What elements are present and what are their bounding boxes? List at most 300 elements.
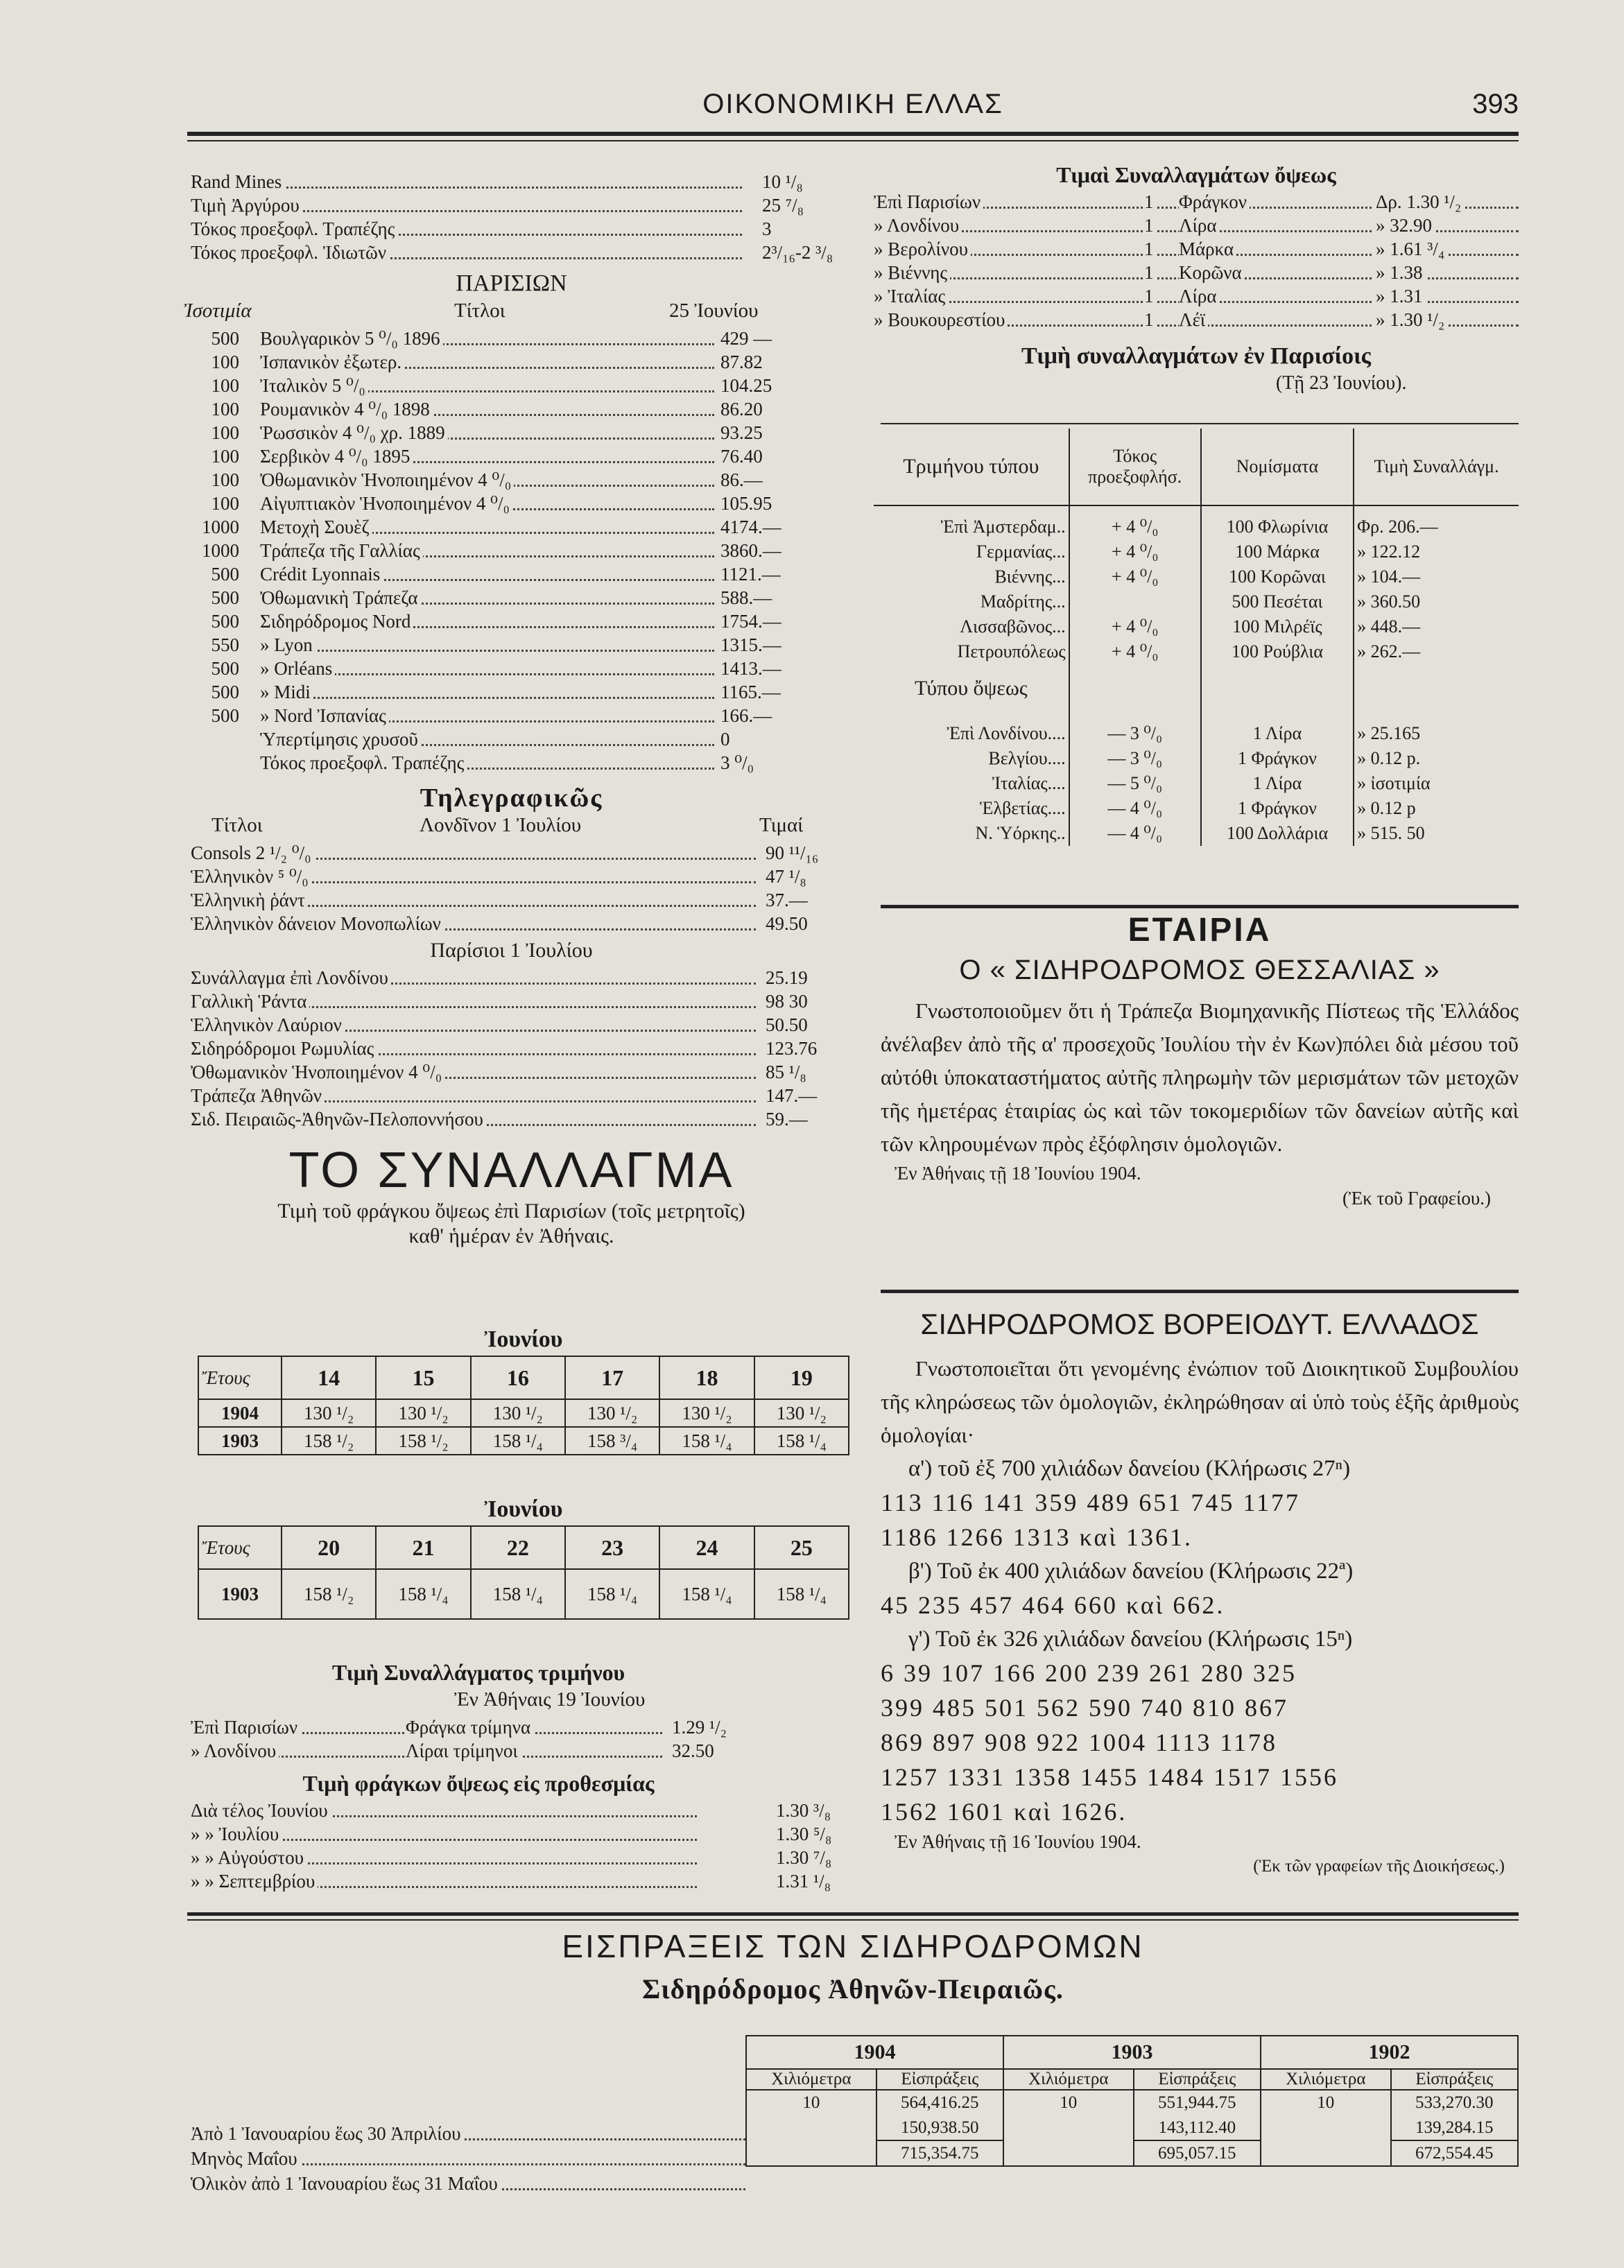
list-row bbox=[191, 193, 832, 217]
rate-cell: + 4 ⁰/₀ bbox=[1069, 639, 1201, 664]
row-value: 59.— bbox=[763, 1107, 811, 1131]
paris-title: ΠΑΡΙΣΙΩΝ bbox=[456, 270, 567, 296]
rate-cell: Βελγίου.... bbox=[874, 746, 1069, 771]
rate-cell: 1 Φράγκον bbox=[1201, 746, 1354, 771]
km-cell: 10 bbox=[746, 2090, 876, 2115]
receipt-label-row bbox=[191, 2122, 745, 2147]
row-label: Τόκος προεξοφλ. Τραπέζης bbox=[260, 751, 467, 774]
rule bbox=[881, 1290, 1519, 1293]
rate-cell: » 25.165 bbox=[1354, 713, 1519, 746]
day-header: 20 bbox=[282, 1526, 376, 1569]
rate-cell: 158 ¹/₄ bbox=[659, 1427, 754, 1455]
rate-cell: » 262.— bbox=[1354, 639, 1519, 664]
receipt-cell: 150,938.50 bbox=[876, 2115, 1003, 2140]
year-header-row bbox=[746, 2036, 1518, 2069]
day-header: 22 bbox=[471, 1526, 565, 1569]
quantity: 500 bbox=[191, 327, 242, 350]
list-row bbox=[191, 1107, 832, 1131]
leader-dots bbox=[260, 650, 714, 652]
rate-cell: 158 ¹/₂ bbox=[282, 1569, 376, 1619]
empty-cell bbox=[1069, 664, 1201, 713]
quantity: 100 bbox=[191, 468, 242, 492]
row-value: 1.30 ⁵/₈ bbox=[773, 1822, 834, 1846]
year-header: 1902 bbox=[1261, 2036, 1518, 2069]
year-cell: 1903 bbox=[198, 1427, 282, 1455]
rate-cell: + 4 ⁰/₀ bbox=[1069, 614, 1201, 639]
list-row bbox=[191, 397, 832, 421]
row-label: Σιδηρόδρομος Nord bbox=[260, 609, 413, 633]
page-header bbox=[187, 89, 1519, 119]
row-label: Ἑλληνικὴ ῥάντ bbox=[191, 888, 308, 912]
rate-cell: » 515. 50 bbox=[1354, 821, 1519, 846]
rate-cell: 158 ¹/₄ bbox=[376, 1569, 470, 1619]
quantity: 1000 bbox=[191, 515, 242, 539]
subhead-cell: Τύπου ὄψεως bbox=[874, 664, 1069, 713]
rate-cell: 130 ¹/₂ bbox=[471, 1399, 565, 1427]
col-header: Νομίσματα bbox=[1201, 429, 1354, 505]
receipt-label: Μηνὸς Μαΐου bbox=[191, 2147, 300, 2170]
rate-cell: 158 ¹/₄ bbox=[754, 1427, 849, 1455]
row-value: 4174.— bbox=[718, 515, 784, 539]
rate-cell: 130 ¹/₂ bbox=[754, 1399, 849, 1427]
row-label: Τιμὴ Ἀργύρου bbox=[191, 193, 302, 217]
rate-cell: + 4 ⁰/₀ bbox=[1069, 505, 1201, 539]
telegrams-title: Τηλεγραφικῶς bbox=[420, 784, 603, 813]
row-value: 0 bbox=[718, 727, 733, 751]
receipt-cell: 715,354.75 bbox=[876, 2140, 1003, 2166]
rate-cell: — 4 ⁰/₀ bbox=[1069, 821, 1201, 846]
rate-cell: 158 ¹/₂ bbox=[376, 1427, 470, 1455]
company-subtitle: Ο « ΣΙΔΗΡΟΔΡΟΜΟΣ ΘΕΣΣΑΛΙΑΣ » bbox=[959, 955, 1440, 985]
row-label: Τόκος προεξοφλ. Τραπέζης bbox=[191, 217, 397, 241]
row-value: 588.— bbox=[718, 586, 775, 609]
list-row bbox=[191, 444, 832, 468]
row-label: Ὀθωμανικὸν Ἡνοποιημένον 4 ⁰/₀ bbox=[191, 1060, 444, 1084]
rate-cell: Γερμανίας... bbox=[874, 539, 1069, 564]
rate-cell: » 104.— bbox=[1354, 564, 1519, 589]
row-value: 123.76 bbox=[763, 1037, 820, 1060]
receipt-label-row bbox=[191, 2147, 745, 2172]
trimonth-sub-row bbox=[191, 1688, 766, 1715]
row-label: Ἰταλικὸν 5 ⁰/₀ bbox=[260, 374, 368, 397]
day-header: 23 bbox=[565, 1526, 659, 1569]
receipt-cell: 143,112.40 bbox=[1134, 2115, 1261, 2140]
row-value: 166.— bbox=[718, 704, 775, 727]
list-row bbox=[191, 562, 832, 586]
row-label: » Lyon bbox=[260, 633, 316, 657]
rate-cell: — 3 ⁰/₀ bbox=[1069, 746, 1201, 771]
paris-exchange-table bbox=[874, 429, 1519, 846]
list-row bbox=[191, 1013, 832, 1037]
row-value: 3 bbox=[759, 217, 775, 241]
row-number: 1 bbox=[1144, 214, 1157, 237]
rate-cell: Ἑλβετίας.... bbox=[874, 796, 1069, 821]
list-row bbox=[191, 539, 832, 562]
quantity: 500 bbox=[191, 704, 242, 727]
row-value: 87.82 bbox=[718, 350, 766, 374]
row-value: 98 30 bbox=[763, 989, 811, 1013]
row-number: 1 bbox=[1144, 308, 1157, 331]
rate-cell: Ἰταλίας.... bbox=[874, 771, 1069, 796]
row-label: Τράπεζα Ἀθηνῶν bbox=[191, 1084, 325, 1107]
list-row bbox=[191, 1869, 831, 1893]
number-line: 1562 1601 καὶ 1626. bbox=[881, 1798, 1128, 1826]
rate-row bbox=[874, 564, 1519, 589]
list-row bbox=[191, 327, 832, 350]
row-value: 93.25 bbox=[718, 421, 766, 444]
lottery-b-head: β') Τοῦ ἐκ 400 χιλιάδων δανείου (Κλήρωσις 22ª) bbox=[908, 1559, 1354, 1584]
receipt-cell: 139,284.15 bbox=[1391, 2115, 1518, 2140]
year-header: 1904 bbox=[746, 2036, 1003, 2069]
list-row bbox=[191, 912, 832, 935]
exchange-row bbox=[874, 261, 1519, 284]
row-value: 104.25 bbox=[718, 374, 775, 397]
km-cell: 10 bbox=[1003, 2090, 1134, 2115]
number-line: 1186 1266 1313 καὶ 1361. bbox=[881, 1523, 1193, 1551]
list-row bbox=[191, 515, 832, 539]
row-label: Διὰ τέλος Ἰουνίου bbox=[191, 1799, 331, 1822]
row-label: Σερβικὸν 4 ⁰/₀ 1895 bbox=[260, 444, 413, 468]
lottery-a-head: α') τοῦ ἐξ 700 χιλιάδων δανείου (Κλήρωσις 27ⁿ) bbox=[908, 1456, 1351, 1481]
row-label: Μετοχὴ Σουὲζ bbox=[260, 515, 372, 539]
row-label: Τόκος προεξοφλ. Ἰδιωτῶν bbox=[191, 241, 389, 264]
company-title: ΕΤΑΙΡΙΑ bbox=[1128, 912, 1272, 949]
rate-cell: 158 ³/₄ bbox=[565, 1427, 659, 1455]
exchange-row bbox=[874, 308, 1519, 331]
row-value: » 1.31 bbox=[1373, 284, 1426, 308]
rate-row bbox=[874, 614, 1519, 639]
row-value: 3860.— bbox=[718, 539, 784, 562]
row-value: 1165.— bbox=[718, 680, 784, 704]
year-row bbox=[198, 1399, 849, 1427]
rate-cell: + 4 ⁰/₀ bbox=[1069, 539, 1201, 564]
row-label: » Λονδίνου bbox=[191, 1739, 279, 1763]
rate-cell: + 4 ⁰/₀ bbox=[1069, 564, 1201, 589]
row-value: 86.— bbox=[718, 468, 766, 492]
quantity: 100 bbox=[191, 374, 242, 397]
lottery-c-head: γ') Τοῦ ἐκ 326 χιλιάδων δανείου (Κλήρωσις 15ⁿ) bbox=[908, 1627, 1353, 1652]
row-mid: Λίραι τρίμηνοι bbox=[406, 1739, 521, 1763]
row-label: Ἑλληνικὸν Λαύριον bbox=[191, 1013, 345, 1037]
list-row bbox=[191, 841, 832, 865]
month-label-1: Ἰουνίου bbox=[484, 1326, 563, 1352]
paris-head-row bbox=[184, 299, 832, 327]
list-row bbox=[191, 1084, 832, 1107]
receipt-row bbox=[746, 2090, 1518, 2115]
list-row bbox=[191, 888, 832, 912]
quantity: 100 bbox=[191, 350, 242, 374]
paris-exchange-title: Τιμὴ συναλλαγμάτων ἐν Παρισίοις bbox=[1021, 343, 1372, 369]
receipt-label-row bbox=[191, 2172, 745, 2197]
row-label: Ἑλληνικὸν δάνειον Μονοπωλίων bbox=[191, 912, 444, 935]
rule bbox=[881, 423, 1519, 424]
rate-cell: 158 ¹/₄ bbox=[471, 1427, 565, 1455]
day-header: 16 bbox=[471, 1356, 565, 1399]
day-header: 24 bbox=[659, 1526, 754, 1569]
rate-cell: 158 ¹/₂ bbox=[282, 1427, 376, 1455]
row-label: » » Σεπτεμβρίου bbox=[191, 1869, 318, 1893]
row-value: 1.29 ¹/₂ bbox=[669, 1715, 729, 1739]
row-value: 85 ¹/₈ bbox=[763, 1060, 809, 1084]
km-cell bbox=[746, 2115, 876, 2140]
synallagma-subtitle2: καθ' ἡμέραν ἐν Ἀθήναις. bbox=[408, 1224, 614, 1247]
row-label: Ἑλληνικὸν ⁵ ⁰/₀ bbox=[191, 865, 311, 888]
col-header: Τόκος προεξοφλήσ. bbox=[1069, 429, 1201, 505]
empty-cell bbox=[1354, 664, 1519, 713]
exchange-row bbox=[874, 284, 1519, 308]
header-row bbox=[198, 1356, 849, 1399]
rate-cell: Βιέννης... bbox=[874, 564, 1069, 589]
rate-cell: 158 ¹/₄ bbox=[565, 1569, 659, 1619]
rate-cell: 1 Φράγκον bbox=[1201, 796, 1354, 821]
row-value: 37.— bbox=[763, 888, 811, 912]
telegrams-col-titloi: Τίτλοι bbox=[211, 814, 263, 836]
rate-cell: 500 Πεσέται bbox=[1201, 589, 1354, 614]
list-row bbox=[191, 241, 832, 264]
receipt-row bbox=[746, 2140, 1518, 2166]
col-isotimia: Ἰσοτιμία bbox=[184, 300, 252, 322]
row-value: 1315.— bbox=[718, 633, 784, 657]
day-header: 21 bbox=[376, 1526, 470, 1569]
row-label: » » Αὐγούστου bbox=[191, 1846, 306, 1869]
telegrams-head-row bbox=[191, 813, 832, 841]
rate-cell: Λισσαβῶνος... bbox=[874, 614, 1069, 639]
km-cell bbox=[1261, 2140, 1391, 2166]
journal-title: ΟΙΚΟΝΟΜΙΚΗ ΕΛΛΑΣ bbox=[702, 89, 1003, 119]
row-currency: Λέϊ bbox=[1179, 308, 1208, 331]
exchange-row bbox=[874, 190, 1519, 214]
rate-row bbox=[874, 589, 1519, 614]
row-number: 1 bbox=[1144, 237, 1157, 261]
row-currency: Λίρα bbox=[1179, 214, 1219, 237]
km-cell bbox=[1003, 2115, 1134, 2140]
day-header: 17 bbox=[565, 1356, 659, 1399]
rate-row bbox=[874, 505, 1519, 539]
rule bbox=[187, 1912, 1519, 1916]
empty-cell bbox=[1201, 664, 1354, 713]
receipt-cell: 672,554.45 bbox=[1391, 2140, 1518, 2166]
receipt-label: Ἀπὸ 1 Ἰανουαρίου ἕως 30 Ἀπριλίου bbox=[191, 2122, 463, 2145]
km-cell: 10 bbox=[1261, 2090, 1391, 2115]
northwest-source: (Ἐκ τῶν γραφείων τῆς Διοικήσεως.) bbox=[1253, 1857, 1505, 1876]
list-row bbox=[191, 704, 832, 727]
row-number: 1 bbox=[1144, 261, 1157, 284]
header-rule-thin bbox=[187, 140, 1519, 141]
rate-cell: 130 ¹/₂ bbox=[659, 1399, 754, 1427]
year-row bbox=[198, 1569, 849, 1619]
row-value: 1.31 ¹/₈ bbox=[773, 1869, 833, 1893]
leader-dots bbox=[260, 697, 714, 699]
rate-cell: 100 Κορῶναι bbox=[1201, 564, 1354, 589]
company-block bbox=[881, 908, 1519, 1211]
quantity: 100 bbox=[191, 421, 242, 444]
receipts-header: Εἰσπράξεις bbox=[1391, 2069, 1518, 2090]
row-mid: Φράγκα τρίμηνα bbox=[406, 1715, 533, 1739]
quantity: 500 bbox=[191, 609, 242, 633]
list-row bbox=[191, 492, 832, 515]
subhead-row bbox=[874, 664, 1519, 713]
rate-cell: 130 ¹/₂ bbox=[376, 1399, 470, 1427]
list-row bbox=[191, 350, 832, 374]
rate-cell: — 5 ⁰/₀ bbox=[1069, 771, 1201, 796]
rate-cell: » 0.12 p. bbox=[1354, 746, 1519, 771]
rate-cell: Φρ. 206.— bbox=[1354, 505, 1519, 539]
northwest-title: ΣΙΔΗΡΟΔΡΟΜΟΣ ΒΟΡΕΙΟΔΥΤ. ΕΛΛΑΔΟΣ bbox=[920, 1308, 1479, 1340]
northwest-block bbox=[881, 1304, 1519, 1879]
rate-cell: 100 Μιλρέϊς bbox=[1201, 614, 1354, 639]
row-value: 1413.— bbox=[718, 657, 784, 680]
list-row bbox=[191, 1739, 766, 1763]
row-value: 1.30 ³/₈ bbox=[773, 1799, 833, 1822]
row-value: » 1.38 bbox=[1373, 261, 1426, 284]
list-row bbox=[191, 1822, 832, 1846]
rate-row bbox=[874, 771, 1519, 796]
year-header: Ἔτους bbox=[198, 1526, 282, 1569]
rate-row bbox=[874, 796, 1519, 821]
list-row bbox=[191, 989, 832, 1013]
rate-cell: 100 Δολλάρια bbox=[1201, 821, 1354, 846]
exchange-table-2 bbox=[198, 1525, 849, 1620]
rate-cell: » 0.12 p bbox=[1354, 796, 1519, 821]
list-row bbox=[191, 633, 832, 657]
km-cell bbox=[746, 2140, 876, 2166]
row-value: 105.95 bbox=[718, 492, 775, 515]
left-column bbox=[184, 170, 833, 1249]
trimonth-title: Τιμὴ Συναλλάγματος τριμήνου bbox=[331, 1660, 625, 1685]
rate-cell: 100 Μάρκα bbox=[1201, 539, 1354, 564]
row-label: Ἰσπανικὸν ἐξωτερ. bbox=[260, 350, 404, 374]
rate-cell bbox=[1069, 589, 1201, 614]
receipts-title: ΕΙΣΠΡΑΞΕΙΣ ΤΩΝ ΣΙΔΗΡΟΔΡΟΜΩΝ bbox=[562, 1928, 1144, 1964]
receipt-label: Ὁλικὸν ἀπὸ 1 Ἰανουαρίου ἕως 31 Μαΐου bbox=[191, 2172, 501, 2195]
month-label-2: Ἰουνίου bbox=[484, 1496, 563, 1522]
rate-row bbox=[874, 539, 1519, 564]
company-date: Ἐν Ἀθήναις τῇ 18 Ἰουνίου 1904. bbox=[895, 1163, 1141, 1184]
rate-cell: » ἰσοτιμία bbox=[1354, 771, 1519, 796]
row-label: Αἰγυπτιακὸν Ἡνοποιημένον 4 ⁰/₀ bbox=[260, 492, 512, 515]
receipt-cell: 551,944.75 bbox=[1134, 2090, 1261, 2115]
row-value: 2³/₁₆-2 ³/₈ bbox=[759, 241, 836, 264]
list-row bbox=[191, 1799, 831, 1822]
synallagma-title: ΤΟ ΣΥΝΑΛΛΑΓΜΑ bbox=[288, 1143, 734, 1198]
rate-cell: 1 Λίρα bbox=[1201, 713, 1354, 746]
paris-exchange-date-row bbox=[874, 372, 1519, 399]
row-value: 25 ⁷/₈ bbox=[759, 193, 806, 217]
row-label: » Midi bbox=[260, 680, 313, 704]
row-value: 50.50 bbox=[763, 1013, 811, 1037]
number-line: 113 116 141 359 489 651 745 1177 bbox=[881, 1489, 1300, 1516]
list-row bbox=[191, 966, 832, 989]
year-cell: 1904 bbox=[198, 1399, 282, 1427]
rate-row bbox=[874, 821, 1519, 846]
row-label: Crédit Lyonnais bbox=[260, 562, 383, 586]
row-value: 76.40 bbox=[718, 444, 766, 468]
london-head: Λονδῖνον 1 Ἰουλίου bbox=[420, 814, 582, 836]
km-header: Χιλιόμετρα bbox=[1261, 2069, 1391, 2090]
rate-cell: Πετρουπόλεως bbox=[874, 639, 1069, 664]
rate-cell: 130 ¹/₂ bbox=[282, 1399, 376, 1427]
day-header: 14 bbox=[282, 1356, 376, 1399]
rate-row bbox=[874, 639, 1519, 664]
row-value: 90 ¹¹/₁₆ bbox=[763, 841, 821, 865]
row-value: 86.20 bbox=[718, 397, 766, 421]
row-label: » Orléans bbox=[260, 657, 335, 680]
trimonth-sub: Ἐν Ἀθήναις 19 Ἰουνίου bbox=[454, 1688, 646, 1711]
row-number: 1 bbox=[1144, 284, 1157, 308]
page-number: 393 bbox=[1472, 89, 1519, 119]
row-value: 1121.— bbox=[718, 562, 784, 586]
rate-row bbox=[874, 746, 1519, 771]
rate-cell: Ἐπὶ Λονδίνου.... bbox=[874, 713, 1069, 746]
list-row bbox=[191, 1715, 766, 1739]
day-header: 18 bbox=[659, 1356, 754, 1399]
quantity: 500 bbox=[191, 680, 242, 704]
exchange-row bbox=[874, 214, 1519, 237]
rate-cell: 100 Ρούβλια bbox=[1201, 639, 1354, 664]
receipts-header: Εἰσπράξεις bbox=[1134, 2069, 1261, 2090]
rate-cell: — 3 ⁰/₀ bbox=[1069, 713, 1201, 746]
quantity: 100 bbox=[191, 444, 242, 468]
receipts-table bbox=[745, 2035, 1519, 2167]
rate-cell: 1 Λίρα bbox=[1201, 771, 1354, 796]
quantity: 100 bbox=[191, 397, 242, 421]
row-label: » Βερολίνου bbox=[874, 237, 971, 261]
prices-col: Τιμαί bbox=[759, 814, 804, 836]
row-value: Δρ. 1.30 ¹/₂ bbox=[1373, 190, 1464, 214]
forward-title: Τιμὴ φράγκων ὄψεως εἰς προθεσμίας bbox=[302, 1771, 655, 1796]
rate-cell: » 448.— bbox=[1354, 614, 1519, 639]
row-label: Ὑπερτίμησις χρυσοῦ bbox=[260, 727, 421, 751]
row-label: Τράπεζα τῆς Γαλλίας bbox=[260, 539, 423, 562]
list-row bbox=[191, 217, 832, 241]
row-value: » 1.30 ¹/₂ bbox=[1373, 308, 1447, 331]
right-exchange-title: Τιμαὶ Συναλλαγμάτων ὄψεως bbox=[1056, 162, 1336, 187]
synallagma-subtitle1: Τιμὴ τοῦ φράγκου ὄψεως ἐπὶ Παρισίων (τοῖς μετρητοῖς) bbox=[277, 1200, 745, 1222]
header-row bbox=[874, 429, 1519, 505]
row-value: 1754.— bbox=[718, 609, 784, 633]
col-header: Τιμὴ Συναλλάγμ. bbox=[1354, 429, 1519, 505]
list-row bbox=[191, 865, 832, 888]
paris-exchange-date: (Τῇ 23 Ἰουνίου). bbox=[1276, 372, 1407, 394]
col-date: 25 Ἰουνίου bbox=[669, 300, 759, 322]
row-label: » Λονδίνου bbox=[874, 214, 962, 237]
exchange-table-1 bbox=[198, 1356, 849, 1455]
row-label: Ἐπὶ Παρισίων bbox=[191, 1715, 300, 1739]
list-row bbox=[191, 657, 832, 680]
col-header-row bbox=[746, 2069, 1518, 2090]
row-number: 1 bbox=[1144, 190, 1157, 214]
receipt-cell: 564,416.25 bbox=[876, 2090, 1003, 2115]
row-label: Ὀθωμανικὴ Τράπεζα bbox=[260, 586, 421, 609]
km-cell bbox=[1003, 2140, 1134, 2166]
quantity: 1000 bbox=[191, 539, 242, 562]
row-label: » Nord Ἰσπανίας bbox=[260, 704, 389, 727]
rate-cell: 158 ¹/₄ bbox=[659, 1569, 754, 1619]
list-row bbox=[191, 421, 832, 444]
row-value: 10 ¹/₈ bbox=[759, 170, 806, 193]
receipts-header: Εἰσπράξεις bbox=[876, 2069, 1003, 2090]
row-label: Ῥωσσικὸν 4 ⁰/₀ χρ. 1889 bbox=[260, 421, 448, 444]
northwest-date: Ἐν Ἀθήναις τῇ 16 Ἰουνίου 1904. bbox=[895, 1831, 1141, 1852]
header-rule bbox=[187, 132, 1519, 136]
list-row bbox=[191, 1846, 832, 1869]
day-header: 19 bbox=[754, 1356, 849, 1399]
row-value: 429 — bbox=[718, 327, 775, 350]
row-value: 47 ¹/₈ bbox=[763, 865, 809, 888]
list-row bbox=[191, 727, 832, 751]
list-row bbox=[191, 374, 832, 397]
row-currency: Λίρα bbox=[1179, 284, 1219, 308]
